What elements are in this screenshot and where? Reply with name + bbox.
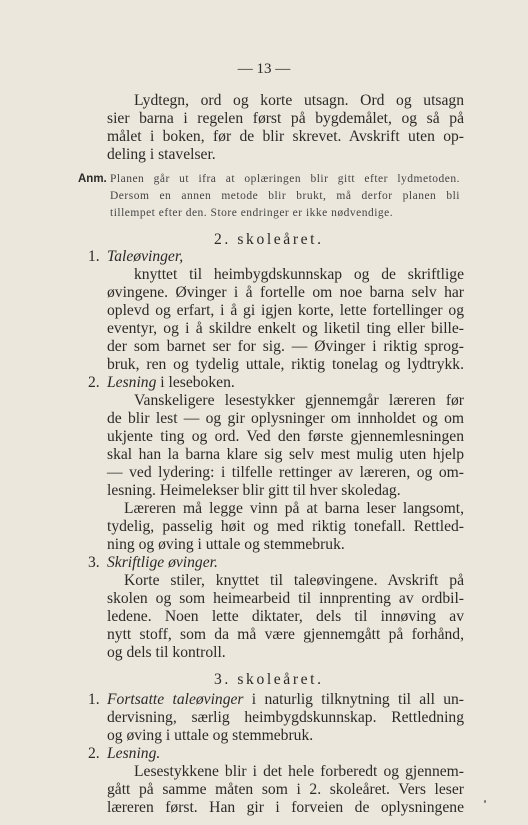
note-label: Anm. [78, 173, 107, 185]
item-title-line [107, 374, 235, 392]
body-line: de blir lest — og gir oplysninger om innholdet og om [107, 410, 464, 427]
section-heading: 2. skoleåret. [214, 231, 324, 248]
note-line: tillempet efter den. Store endringer er ikke nødvendige. [110, 207, 394, 219]
body-line: eventyr, og i å skildre enkelt og liketil ting eller bille- [107, 320, 464, 337]
body-line: der som barnet ser for sig. — Øvinger i riktig sprog- [107, 338, 464, 355]
item-title: Lesning. [107, 745, 161, 762]
body-line: Korte stiler, knyttet til taleøvingene. Avskrift på [124, 572, 464, 589]
item-title-line [107, 691, 464, 709]
intro-line: Lydtegn, ord og korte utsagn. Ord og utsagn [134, 92, 464, 109]
body-line: Lesestykkene blir i det hele forberedt og gjennem- [134, 763, 464, 780]
body-line: og dels til kontroll. [107, 644, 226, 661]
item-number: 2. [88, 745, 100, 762]
body-line: dervisning, særlig heimbygdskunnskap. Rettledning [107, 709, 464, 726]
item-number: 1. [88, 691, 100, 708]
item-title: Lesning [107, 374, 157, 391]
item-title-rest: i naturlig tilknytning til all un- [243, 691, 464, 708]
body-line: bruk, ren og tydelig uttale, riktig tonelag og lydtrykk. [107, 356, 464, 373]
body-line: lesning. Heimelekser blir gitt til hver skoledag. [107, 482, 401, 499]
item-number: 1. [88, 248, 100, 265]
body-line: skolen og som heimearbeid til innprenting av ordbil- [107, 590, 464, 607]
page-number: — 13 — [237, 61, 291, 77]
item-number: 3. [88, 554, 100, 571]
item-title: Taleøvinger, [107, 248, 184, 265]
note-line: Planen går ut ifra at oplæringen blir gitt efter lydmetoden. [110, 173, 460, 185]
body-line: Vanskeligere lesestykker gjennemgår læreren før [134, 392, 464, 409]
body-line: læreren først. Han gir i forveien de oplysningene [107, 799, 464, 816]
body-line: og øving i uttale og stemmebruk. [107, 727, 314, 744]
body-line: — ved lydering: i tilfelle rettinger av læreren, og om- [107, 464, 464, 481]
body-line: skal han la barna klare sig selv mest mulig uten hjelp [107, 446, 464, 463]
paper-speck [484, 800, 486, 803]
item-title: Skriftlige øvinger. [107, 554, 218, 571]
intro-line: målet i boken, før de blir skrevet. Avskrift uten op- [107, 128, 464, 145]
item-title-rest: i leseboken. [156, 374, 235, 391]
body-line: øvingene. Øvinger i å fortelle om noe barna selv har [107, 284, 464, 301]
body-line: gått på samme måten som i 2. skoleåret. Vers leser [107, 781, 464, 798]
body-line: nytt stoff, som da må være gjennemgått på forhånd, [107, 626, 464, 643]
body-line: ledene. Noen lette diktater, dels til innøving av [107, 608, 464, 625]
body-line: Læreren må legge vinn på at barna leser langsomt, [124, 500, 464, 517]
body-line: ukjente ting og ord. Ved den første gjennemlesningen [107, 428, 464, 445]
body-line: tydelig, passelig høit og med riktig tonefall. Rettled- [107, 518, 464, 535]
item-number: 2. [88, 374, 100, 391]
intro-line: deling i stavelser. [107, 146, 216, 163]
body-line: ning og øving i uttale og stemmebruk. [107, 536, 345, 553]
note-line: Dersom en annen metode blir brukt, må derfor planen bli [110, 190, 460, 202]
intro-line: sier barna i regelen først på bygdemålet, og så på [107, 110, 464, 127]
item-title: Fortsatte taleøvinger [107, 691, 244, 708]
body-line: oplevd og erfart, i å gi igjen korte, lette fortellinger og [107, 302, 464, 319]
body-line: knyttet til heimbygdskunnskap og de skriftlige [134, 266, 464, 283]
section-heading: 3. skoleåret. [214, 671, 324, 688]
